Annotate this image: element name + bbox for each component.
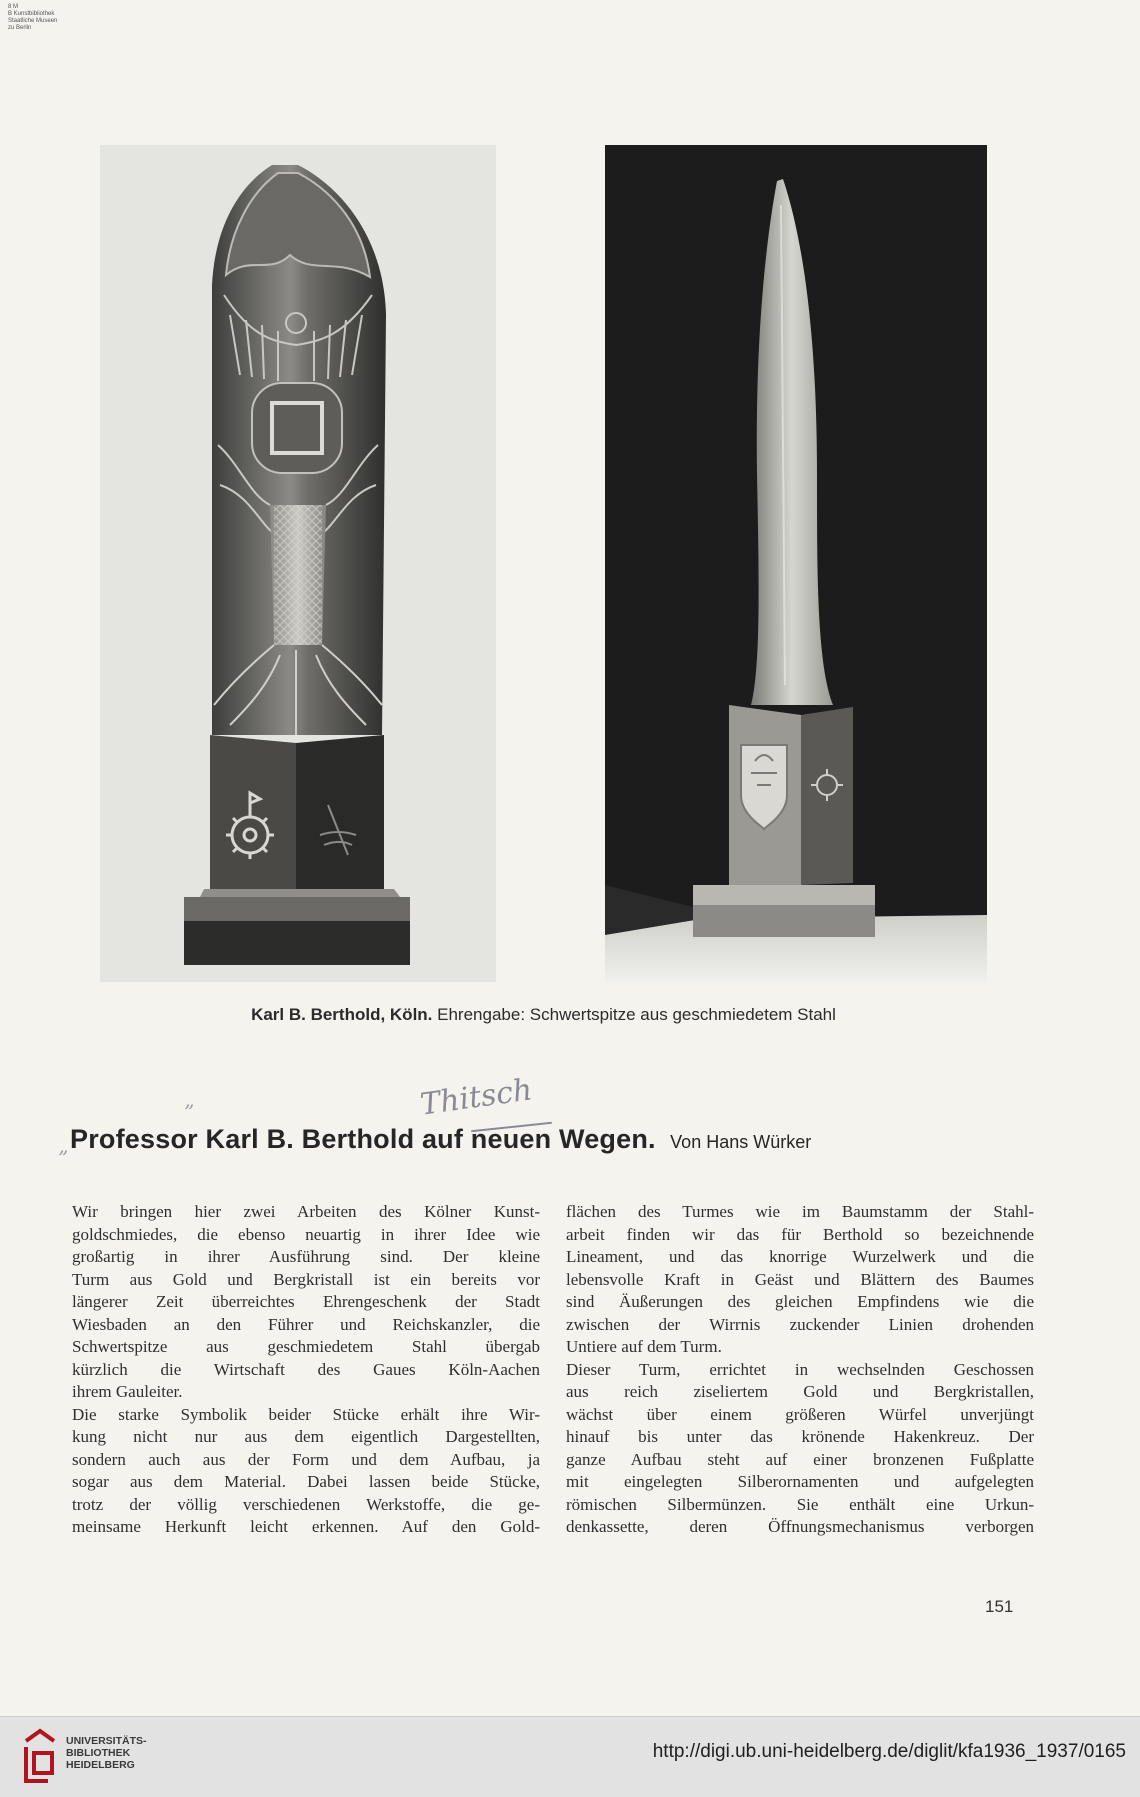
article-line: trotz der völlig verschiedenen Werkstoffe, die ge-	[72, 1494, 540, 1514]
figure-caption	[100, 1005, 987, 1025]
article-line: ganze Aufbau steht auf einer bronzenen Fußplatte	[566, 1449, 1034, 1469]
library-stamp	[8, 4, 78, 32]
stamp-line: Staatliche Museen	[8, 18, 58, 24]
caption-text: Ehrengabe: Schwertspitze aus geschmiedetem Stahl	[437, 1005, 836, 1024]
article-column-left	[72, 1201, 540, 1539]
stamp-line: zu Berlin	[8, 25, 32, 31]
article-line: flächen des Turmes wie im Baumstamm der Stahl-	[566, 1202, 1034, 1221]
article-line: kürzlich die Wirtschaft des Gaues Köln-Aachen	[72, 1359, 540, 1379]
article-line: lebensvolle Kraft in Geäst und Blättern des Baumes	[566, 1269, 1034, 1289]
article-line: sind Äußerungen des gleichen Empfindens wie die	[566, 1292, 1034, 1311]
article-line: hinauf bis unter das krönende Hakenkreuz. Der	[566, 1427, 1034, 1446]
pencil-mark: ”	[58, 1146, 69, 1170]
article-line: sogar aus dem Material. Dabei lassen beide Stücke,	[72, 1472, 540, 1491]
article-line: Schwertspitze aus geschmiedetem Stahl übergab	[72, 1337, 540, 1356]
article-line: aus reich ziseliertem Gold und Bergkristallen,	[566, 1382, 1034, 1401]
article-line: großartig in ihrer Ausführung sind. Der kleine	[72, 1247, 540, 1266]
photo-sword-tip-plain	[605, 145, 987, 983]
article-byline: Von Hans Würker	[670, 1132, 812, 1152]
pencil-mark: ”	[184, 1100, 195, 1124]
article-line: Die starke Symbolik beider Stücke erhält ihre Wir-	[72, 1404, 540, 1424]
article-heading	[70, 1124, 990, 1155]
article-line: meinsame Herkunft leicht erkennen. Auf den Gold-	[72, 1517, 540, 1536]
article-line: Wir bringen hier zwei Arbeiten des Kölner Kunst-	[72, 1202, 540, 1221]
stamp-line: 8 M	[8, 4, 19, 10]
article-line: arbeit finden wir das für Berthold so bezeichnende	[566, 1224, 1034, 1244]
article-line: mit eingelegten Silberornamenten und aufgelegten	[566, 1472, 1034, 1491]
article-line: goldschmiedes, die ebenso neuartig in ihrer Idee wie	[72, 1224, 540, 1244]
article-line: Turm aus Gold und Bergkristall ist ein bereits vor	[72, 1269, 540, 1289]
article-line: römischen Silbermünzen. Sie enthält eine Urkun-	[566, 1494, 1034, 1514]
pencil-annotation: Thitsch	[418, 1072, 535, 1123]
source-url-link[interactable]: http://digi.ub.uni-heidelberg.de/diglit/kfa1936_1937/0165	[652, 1741, 1126, 1762]
article-line: sondern auch aus der Form und dem Aufbau, ja	[72, 1449, 540, 1469]
article-line: ihrem Gauleiter.	[72, 1382, 183, 1401]
photo-sword-tip-ornamented	[100, 145, 496, 982]
article-line: Wiesbaden an den Führer und Reichskanzler, die	[72, 1314, 540, 1334]
library-logo-icon	[18, 1727, 64, 1785]
stamp-line: B Kunstbibliothek	[8, 11, 55, 17]
library-footer-bar	[0, 1716, 1140, 1797]
article-line: zwischen der Wirrnis zuckender Linien drohenden	[566, 1314, 1034, 1334]
article-column-right	[566, 1201, 1034, 1539]
article-title: Professor Karl B. Berthold auf neuen Wegen.	[70, 1124, 656, 1154]
library-name: UNIVERSITÄTS- BIBLIOTHEK HEIDELBERG	[66, 1735, 147, 1771]
article-line: längerer Zeit überreichtes Ehrengeschenk der Stadt	[72, 1292, 540, 1311]
article-line: Dieser Turm, errichtet in wechselnden Geschossen	[566, 1359, 1034, 1379]
article-line: Lineament, und das knorrige Wurzelwerk und die	[566, 1247, 1034, 1266]
page-number: 151	[985, 1597, 1014, 1616]
article-line: kung nicht nur aus dem eigentlich Dargestellten,	[72, 1427, 540, 1446]
article-line: denkassette, deren Öffnungsmechanismus verborgen	[566, 1517, 1034, 1536]
article-line: Untiere auf dem Turm.	[566, 1337, 722, 1356]
caption-artist: Karl B. Berthold, Köln.	[251, 1005, 433, 1024]
article-line: wächst über einem größeren Würfel unverjüngt	[566, 1404, 1034, 1424]
